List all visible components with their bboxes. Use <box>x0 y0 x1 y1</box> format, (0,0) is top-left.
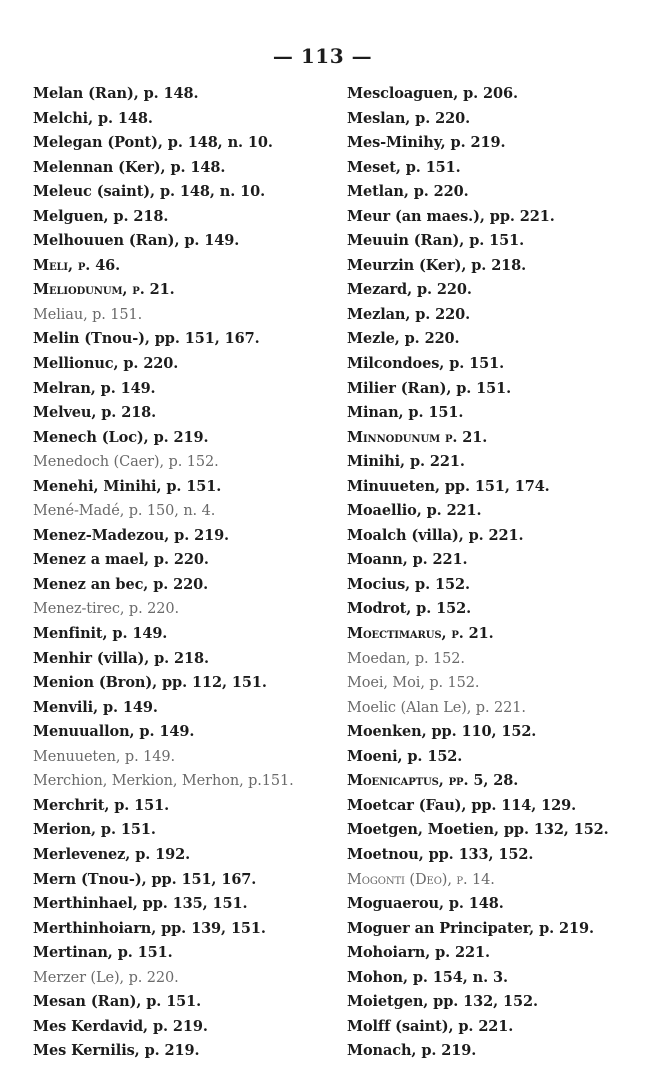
index-entry: Mellionuc, p. 220. <box>33 355 179 373</box>
index-entry: Mené-Madé, p. 150, n. 4. <box>33 503 216 520</box>
page-number: — 113 — <box>272 44 373 68</box>
index-entry: Mes-Minihy, p. 219. <box>347 134 506 152</box>
index-entry: Moetcar (Fau), pp. 114, 129. <box>347 796 577 814</box>
index-entry: Mern (Tnou-), pp. 151, 167. <box>33 870 257 888</box>
index-entry: Menehi, Minihi, p. 151. <box>33 477 222 495</box>
index-entry: Mohoiarn, p. 221. <box>347 944 490 962</box>
index-entry: Moenicaptus, pp. 5, 28. <box>347 772 519 790</box>
index-entry: Moguer an Principater, p. 219. <box>347 919 594 937</box>
index-entry: Monach, p. 219. <box>347 1042 477 1060</box>
index-entry: Milcondoes, p. 151. <box>347 355 505 373</box>
index-entry: Menuueten, p. 149. <box>33 748 175 765</box>
index-entry: Moeni, p. 152. <box>347 747 463 765</box>
index-entry: Meur (an maes.), pp. 221. <box>347 207 555 225</box>
index-entry: Melennan (Ker), p. 148. <box>33 158 226 176</box>
index-entry: Mescloaguen, p. 206. <box>347 85 518 102</box>
index-entry: Moelic (Alan Le), p. 221. <box>347 699 526 716</box>
index-entry: Menuuallon, p. 149. <box>33 723 195 741</box>
index-entry: Moedan, p. 152. <box>347 650 465 667</box>
index-entry: Mezlan, p. 220. <box>347 305 471 323</box>
index-entry: Menion (Bron), pp. 112, 151. <box>33 674 267 692</box>
index-entry: Menedoch (Caer), p. 152. <box>33 454 219 471</box>
index-entry: Mezle, p. 220. <box>347 330 460 348</box>
index-entry: Meuuin (Ran), p. 151. <box>347 232 525 250</box>
index-entry: Merlevenez, p. 192. <box>33 845 191 863</box>
index-entry: Melin (Tnou-), pp. 151, 167. <box>33 330 260 348</box>
index-entry: Mogonti (Deo), p. 14. <box>347 871 495 888</box>
index-entry: Melhouuen (Ran), p. 149. <box>33 232 240 250</box>
index-column-right <box>347 82 639 1064</box>
index-entry: Merion, p. 151. <box>33 821 156 839</box>
index-entry: Mes Kernilis, p. 219. <box>33 1042 200 1060</box>
index-entry: Menez-tirec, p. 220. <box>33 601 179 618</box>
index-entry: Melguen, p. 218. <box>33 207 169 225</box>
index-entry: Moetgen, Moetien, pp. 132, 152. <box>347 821 609 839</box>
index-entry: Moectimarus, p. 21. <box>347 625 494 643</box>
index-entry: Menez an bec, p. 220. <box>33 575 209 593</box>
index-entry: Menvili, p. 149. <box>33 698 158 716</box>
index-entry: Moguaerou, p. 148. <box>347 895 504 913</box>
index-entry: Menech (Loc), p. 219. <box>33 428 209 446</box>
index-entry: Melchi, p. 148. <box>33 109 153 127</box>
index-entry: Melran, p. 149. <box>33 379 156 397</box>
index-entry: Mezard, p. 220. <box>347 281 472 299</box>
index-entry: Minnodunum p. 21. <box>347 428 488 446</box>
index-entry: Moetnou, pp. 133, 152. <box>347 845 534 863</box>
index-entry: Modrot, p. 152. <box>347 600 472 618</box>
index-entry: Meleuc (saint), p. 148, n. 10. <box>33 183 266 201</box>
index-entry: Menhir (villa), p. 218. <box>33 649 209 667</box>
index-entry: Metlan, p. 220. <box>347 183 469 201</box>
index-entry: Mesan (Ran), p. 151. <box>33 993 202 1011</box>
index-entry: Moenken, pp. 110, 152. <box>347 723 537 741</box>
index-entry: Melegan (Pont), p. 148, n. 10. <box>33 134 273 152</box>
index-entry: Merthinhael, pp. 135, 151. <box>33 895 248 913</box>
index-entry: Meli, p. 46. <box>33 256 121 274</box>
index-entry: Meurzin (Ker), p. 218. <box>347 256 527 274</box>
index-entry: Merchrit, p. 151. <box>33 796 170 814</box>
index-entry: Meset, p. 151. <box>347 158 461 176</box>
index-entry: Minuueten, pp. 151, 174. <box>347 477 550 495</box>
index-entry: Melveu, p. 218. <box>33 404 157 422</box>
index-entry: Mocius, p. 152. <box>347 575 470 593</box>
index-entry: Menez a mael, p. 220. <box>33 551 209 569</box>
index-entry: Meliau, p. 151. <box>33 306 143 323</box>
index-entry: Meslan, p. 220. <box>347 109 471 127</box>
index-entry: Merzer (Le), p. 220. <box>33 969 179 986</box>
index-entry: Mohon, p. 154, n. 3. <box>347 968 508 986</box>
index-entry: Melan (Ran), p. 148. <box>33 85 199 102</box>
index-entry: Moaellio, p. 221. <box>347 502 482 520</box>
index-entry: Merchion, Merkion, Merhon, p.151. <box>33 773 294 790</box>
index-entry: Moietgen, pp. 132, 152. <box>347 993 538 1011</box>
index-entry: Mes Kerdavid, p. 219. <box>33 1017 208 1035</box>
index-entry: Menfinit, p. 149. <box>33 625 168 643</box>
index-entry: Molff (saint), p. 221. <box>347 1017 514 1035</box>
index-entry: Moei, Moi, p. 152. <box>347 675 480 692</box>
index-entry: Moann, p. 221. <box>347 551 468 569</box>
index-entry: Minihi, p. 221. <box>347 453 465 471</box>
index-entry: Merthinhoiarn, pp. 139, 151. <box>33 919 266 937</box>
index-entry: Moalch (villa), p. 221. <box>347 526 524 544</box>
index-entry: Menez-Madezou, p. 219. <box>33 526 229 544</box>
index-column-left <box>33 82 333 1064</box>
index-entry: Meliodunum, p. 21. <box>33 281 175 299</box>
index-entry: Mertinan, p. 151. <box>33 944 173 962</box>
index-entry: Minan, p. 151. <box>347 404 464 422</box>
index-entry: Milier (Ran), p. 151. <box>347 379 512 397</box>
